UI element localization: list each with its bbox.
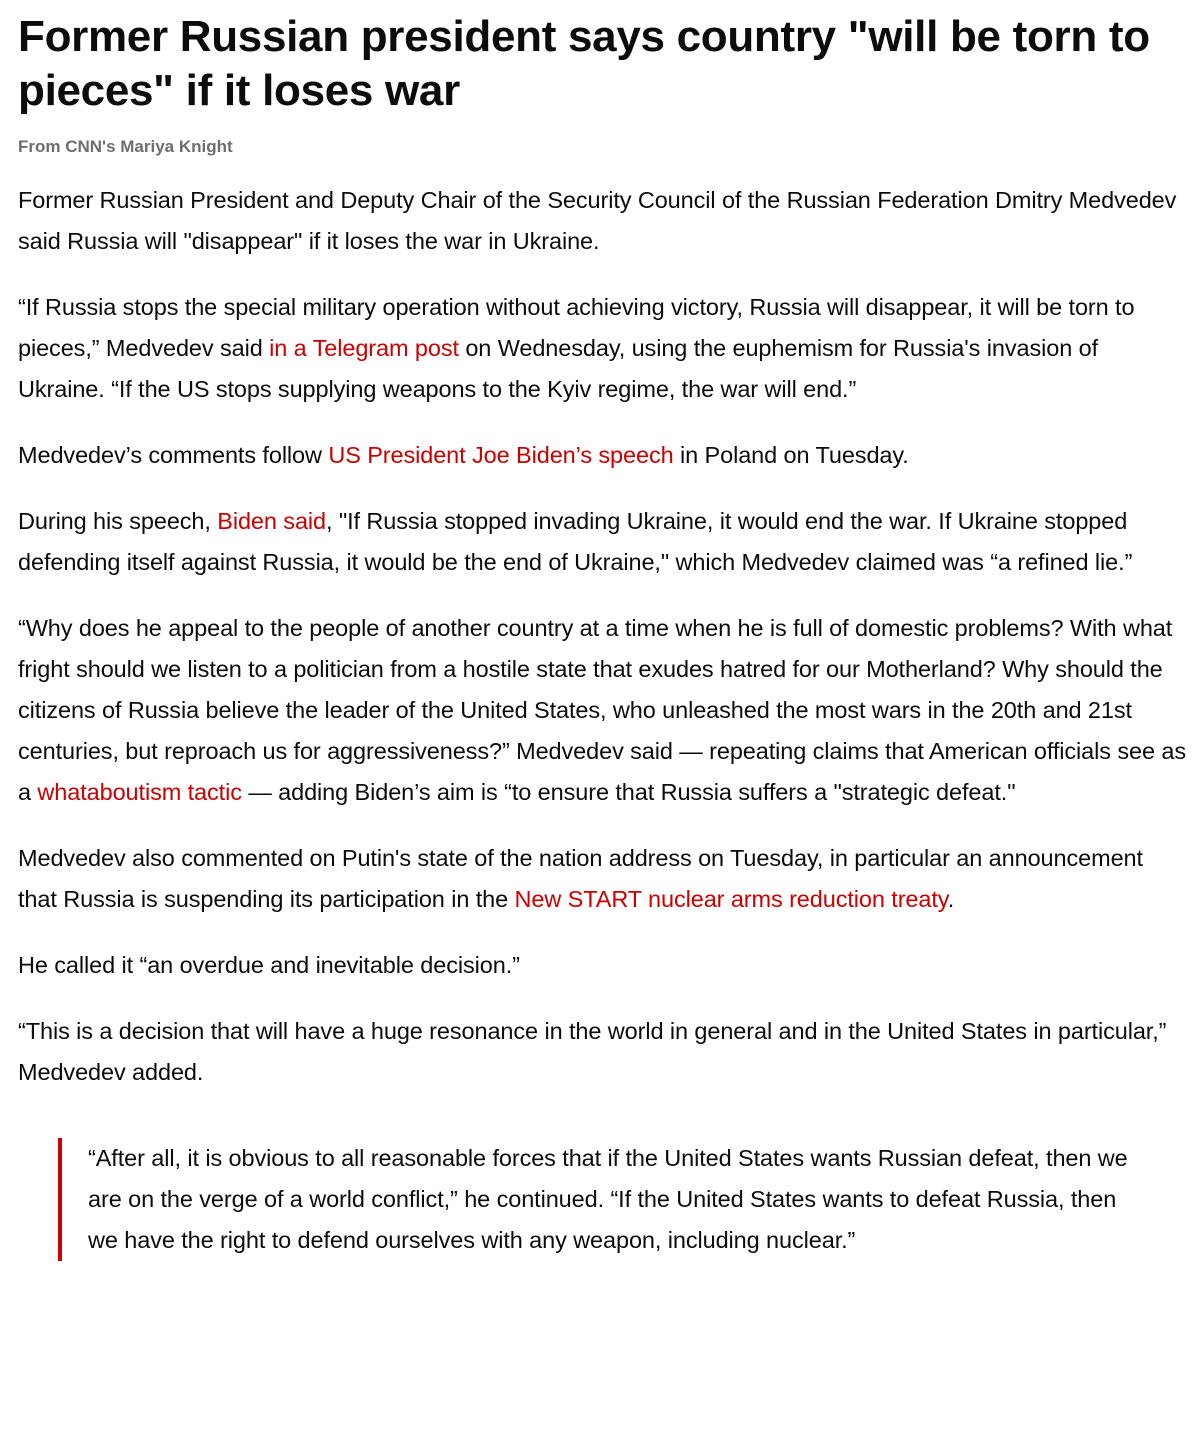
paragraph-text: , "If Russia stopped invading Ukraine, it would end the war. If Ukraine stopped defending itself against Russia, it would be the end of Ukraine," which Medvedev claimed was “a refined lie.” [18, 508, 1133, 575]
paragraph-text: — adding Biden’s aim is “to ensure that Russia suffers a "strategic defeat." [241, 779, 1016, 805]
paragraph-text: “This is a decision that will have a huge resonance in the world in general and in the United States in particular,” Medvedev added. [18, 1018, 1167, 1085]
paragraph [18, 287, 1186, 410]
paragraph [18, 608, 1186, 813]
paragraph [88, 1138, 1146, 1261]
paragraph-text: Former Russian President and Deputy Chair of the Security Council of the Russian Federation Dmitry Medvedev said Russia will "disappear" if it loses the war in Ukraine. [18, 187, 1177, 254]
inline-link[interactable]: whataboutism tactic [37, 779, 242, 805]
headline: Former Russian president says country "will be torn to pieces" if it loses war [18, 12, 1150, 115]
paragraph [18, 945, 1186, 986]
paragraph-text: in Poland on Tuesday. [673, 442, 909, 468]
paragraph-text: During his speech, [18, 508, 218, 534]
paragraph [18, 501, 1186, 583]
paragraph [18, 838, 1186, 920]
paragraph-text: He called it “an overdue and inevitable decision.” [18, 952, 520, 978]
inline-link[interactable]: Biden said [217, 508, 327, 534]
paragraph-text: . [947, 886, 955, 912]
pull-quote [58, 1138, 1146, 1261]
article [18, 0, 1186, 1277]
byline: From CNN's Mariya Knight [18, 137, 233, 156]
inline-link[interactable]: in a Telegram post [269, 335, 459, 361]
paragraph [18, 435, 1186, 476]
paragraph-text: Medvedev also commented on Putin's state of the nation address on Tuesday, in particular an announcement that Russia is suspending its participation in the [18, 845, 1143, 912]
paragraph-text: “If Russia stops the special military operation without achieving victory, Russia will disappear, it will be torn to pieces,” Medvedev said [18, 294, 1135, 361]
paragraph-text: “Why does he appeal to the people of another country at a time when he is full of domestic problems? With what fright should we listen to a politician from a hostile state that exudes hatred for our Motherland? Why should the citizens of Russia believe the leader of the United States, who unleashed the most wars in the 20th and 21st centuries, but reproach us for aggressiveness?” Medvedev said — repeating claims that American officials see as a [18, 615, 1186, 805]
inline-link[interactable]: US President Joe Biden’s speech [328, 442, 674, 468]
paragraph-text: on Wednesday, using the euphemism for Russia's invasion of Ukraine. “If the US stops supplying weapons to the Kyiv regime, the war will end.” [18, 335, 1098, 402]
inline-link[interactable]: New START nuclear arms reduction treaty [514, 886, 948, 912]
article-body [18, 180, 1186, 1093]
paragraph-text: “After all, it is obvious to all reasonable forces that if the United States wants Russian defeat, then we are on the verge of a world conflict,” he continued. “If the United States wants to defeat Russia, then we have the right to defend ourselves with any weapon, including nuclear.” [88, 1145, 1128, 1253]
paragraph [18, 180, 1186, 262]
paragraph [18, 1011, 1186, 1093]
paragraph-text: Medvedev’s comments follow [18, 442, 329, 468]
